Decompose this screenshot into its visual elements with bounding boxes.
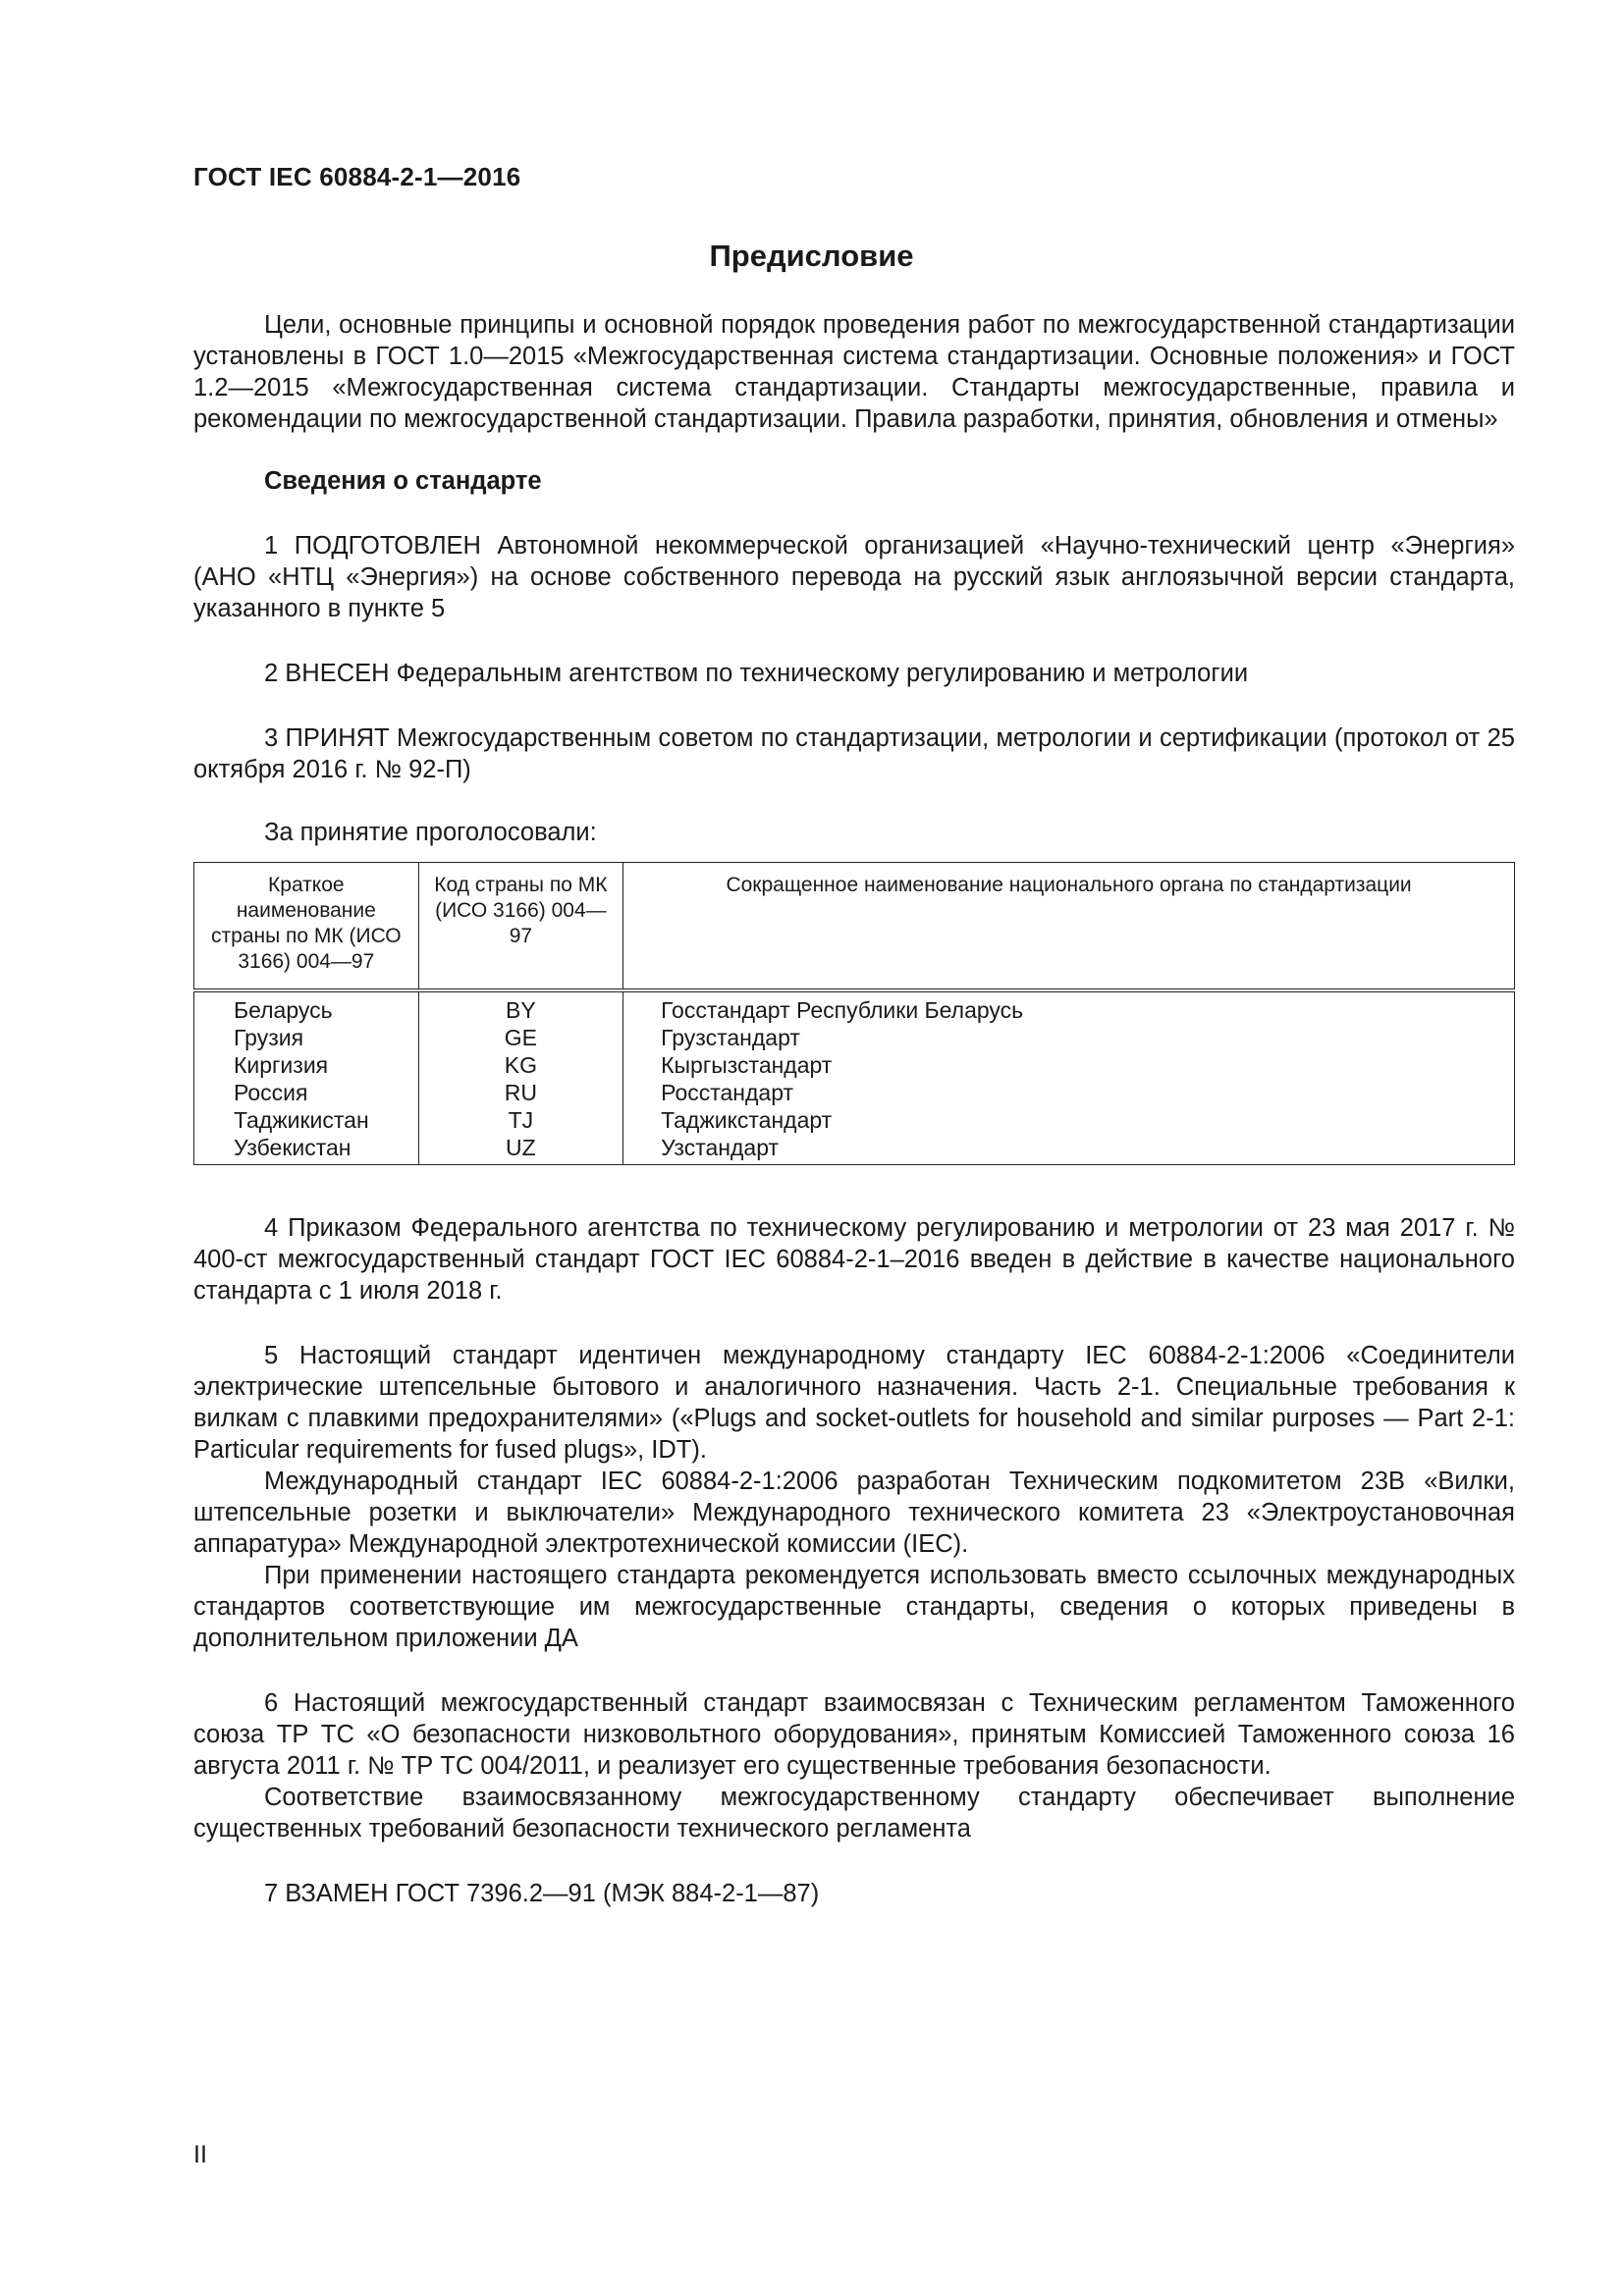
body-cell: Узстандарт <box>623 1134 1515 1165</box>
table-row <box>194 1079 1515 1106</box>
country-cell: Узбекистан <box>234 1135 352 1160</box>
item-1: 1 ПОДГОТОВЛЕН Автономной некоммерческой организацией «Научно-технический центр «Энергия» (АНО «НТЦ «Энергия») на основе собственного перевода на русский язык англоязычной версии стандарта, указанного в пункте 5 <box>193 532 1515 622</box>
table-row <box>194 1106 1515 1134</box>
item-2: 2 ВНЕСЕН Федеральным агентством по техническому регулированию и метрологии <box>264 660 1249 687</box>
item-4: 4 Приказом Федерального агентства по техническому регулированию и метрологии от 23 мая 2017 г. № 400-ст межгосударственный стандарт ГОСТ IEC 60884-2-1–2016 введен в действие в качестве национального стандарта с 1 июля 2018 г. <box>193 1214 1515 1305</box>
code-cell: BY <box>418 990 622 1024</box>
table-header-row <box>194 863 1515 991</box>
table-row <box>194 990 1515 1024</box>
document-code: ГОСТ IEC 60884-2-1—2016 <box>193 162 521 191</box>
item-6-paragraph-2: Соответствие взаимосвязанному межгосударственному стандарту обеспечивает выполнение существенных требований безопасности технического регламента <box>193 1784 1515 1842</box>
body-cell: Кыргызстандарт <box>623 1051 1515 1079</box>
body-cell: Росстандарт <box>623 1079 1515 1106</box>
intro-paragraph: Цели, основные принципы и основной порядок проведения работ по межгосударственной стандартизации установлены в ГОСТ 1.0—2015 «Межгосударственная система стандартизации. Основные положения» и ГОСТ 1.2—2015 «Межгосударственная система стандартизации. Стандарты межгосударственные, правила и рекомендации по межгосударственной стандартизации. Правила разработки, принятия, обновления и отмены» <box>193 311 1515 433</box>
info-heading: Сведения о стандарте <box>264 467 542 495</box>
item-5-paragraph-3: При применении настоящего стандарта рекомендуется использовать вместо ссылочных международных стандартов соответствующие им межгосударственные стандарты, сведения о которых приведены в дополнительном приложении ДА <box>193 1562 1515 1652</box>
code-cell: UZ <box>418 1134 622 1165</box>
country-cell: Россия <box>234 1080 308 1105</box>
column-header-code: Код страны по МК (ИСО 3166) 004—97 <box>418 863 622 991</box>
page-number: II <box>193 2141 207 2168</box>
code-cell: GE <box>418 1024 622 1051</box>
country-cell: Беларусь <box>234 997 333 1023</box>
column-header-body: Сокращенное наименование национального органа по стандартизации <box>623 863 1515 991</box>
table-row <box>194 1051 1515 1079</box>
page-title: Предисловие <box>709 239 914 273</box>
code-cell: TJ <box>418 1106 622 1134</box>
table-row <box>194 1024 1515 1051</box>
code-cell: KG <box>418 1051 622 1079</box>
voted-label: За принятие проголосовали: <box>264 819 597 846</box>
table-row <box>194 1134 1515 1165</box>
body-cell: Госстандарт Республики Беларусь <box>623 990 1515 1024</box>
country-cell: Киргизия <box>234 1052 329 1078</box>
member-states-table <box>193 862 1515 1165</box>
item-3: 3 ПРИНЯТ Межгосударственным советом по стандартизации, метрологии и сертификации (протокол от 25 октября 2016 г. № 92-П) <box>193 724 1515 783</box>
body-cell: Грузстандарт <box>623 1024 1515 1051</box>
country-cell: Таджикистан <box>234 1107 369 1133</box>
code-cell: RU <box>418 1079 622 1106</box>
item-7: 7 ВЗАМЕН ГОСТ 7396.2—91 (МЭК 884-2-1—87) <box>264 1880 820 1907</box>
item-5-paragraph-1: 5 Настоящий стандарт идентичен международному стандарту IEC 60884-2-1:2006 «Соединители электрические штепсельные бытового и аналогичного назначения. Часть 2-1. Специальные требования к вилкам с плавкими предохранителями» («Plugs and socket-outlets for household and similar purposes — Part 2-1: Particular requirements for fused plugs», IDT). <box>193 1342 1515 1464</box>
item-6-paragraph-1: 6 Настоящий межгосударственный стандарт взаимосвязан с Техническим регламентом Таможенного союза ТР ТС «О безопасности низковольтного оборудования», принятым Комиссией Таможенного союза 16 августа 2011 г. № ТР ТС 004/2011, и реализует его существенные требования безопасности. <box>193 1689 1515 1780</box>
country-cell: Грузия <box>234 1025 304 1050</box>
column-header-country: Краткое наименование страны по МК (ИСО 3166) 004—97 <box>194 863 419 991</box>
body-cell: Таджикстандарт <box>623 1106 1515 1134</box>
page-content <box>193 309 1515 1909</box>
item-5-paragraph-2: Международный стандарт IEC 60884-2-1:2006 разработан Техническим подкомитетом 23В «Вилки, штепсельные розетки и выключатели» Международного технического комитета 23 «Электроустановочная аппаратура» Международной электротехнической комиссии (IEC). <box>193 1468 1515 1558</box>
